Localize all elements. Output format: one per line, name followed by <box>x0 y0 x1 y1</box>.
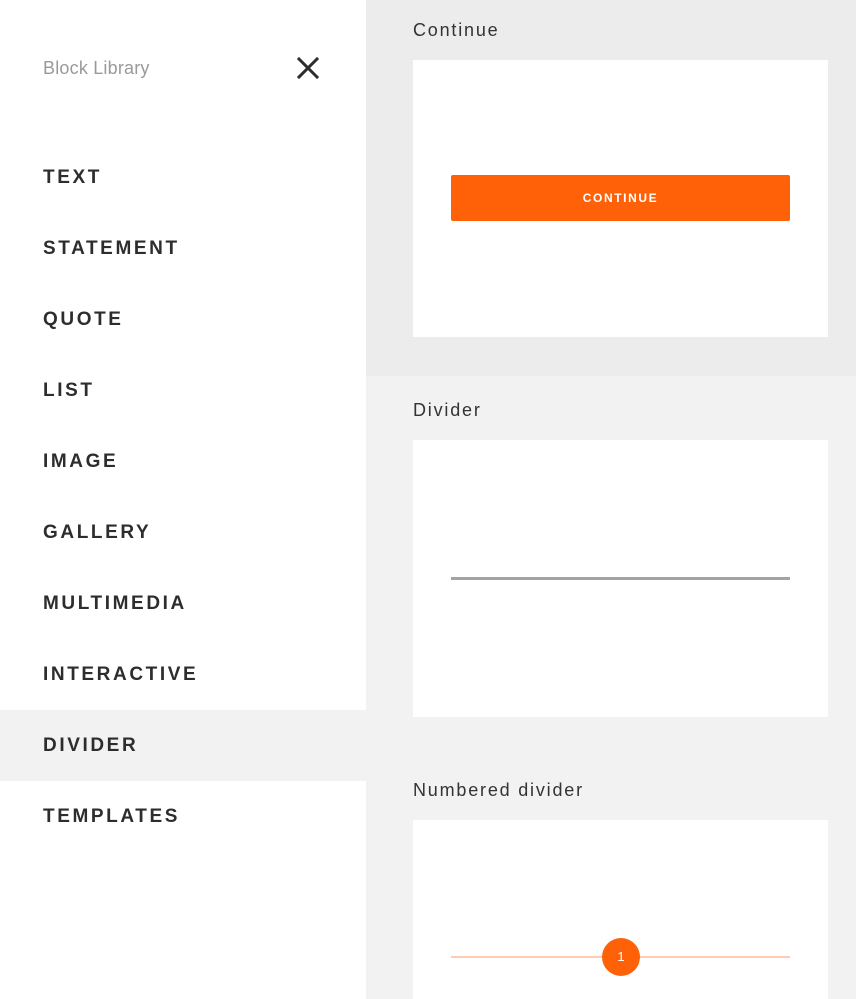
block-option-numbered-divider[interactable] <box>366 756 856 999</box>
nav-item-text[interactable]: TEXT <box>43 167 102 188</box>
nav-item-interactive[interactable]: INTERACTIVE <box>43 664 199 685</box>
block-option-label: Numbered divider <box>413 780 584 800</box>
nav-item-divider[interactable]: DIVIDER <box>0 710 366 781</box>
close-icon <box>296 56 320 80</box>
block-library-sidebar <box>0 0 366 999</box>
nav-item-list[interactable]: LIST <box>43 380 95 401</box>
number-badge: 1 <box>602 938 640 976</box>
block-preview-card <box>413 440 828 717</box>
continue-button-preview: CONTINUE <box>451 175 790 221</box>
block-preview-card <box>413 60 828 337</box>
block-preview-panel <box>366 0 856 999</box>
nav-item-statement[interactable]: STATEMENT <box>43 238 180 259</box>
sidebar-title: Block Library <box>43 58 150 78</box>
block-category-nav <box>0 142 366 852</box>
block-option-label: Continue <box>413 20 500 40</box>
nav-item-multimedia[interactable]: MULTIMEDIA <box>43 593 187 614</box>
divider-line-preview <box>451 577 790 580</box>
block-option-continue[interactable] <box>366 0 856 376</box>
sidebar-header <box>43 56 323 82</box>
nav-item-image[interactable]: IMAGE <box>43 451 119 472</box>
block-option-divider[interactable] <box>366 376 856 756</box>
nav-item-quote[interactable]: QUOTE <box>43 309 124 330</box>
close-button[interactable] <box>296 56 320 80</box>
block-option-label: Divider <box>413 400 482 420</box>
block-preview-card <box>413 820 828 999</box>
nav-item-gallery[interactable]: GALLERY <box>43 522 152 543</box>
nav-item-templates[interactable]: TEMPLATES <box>43 806 181 827</box>
